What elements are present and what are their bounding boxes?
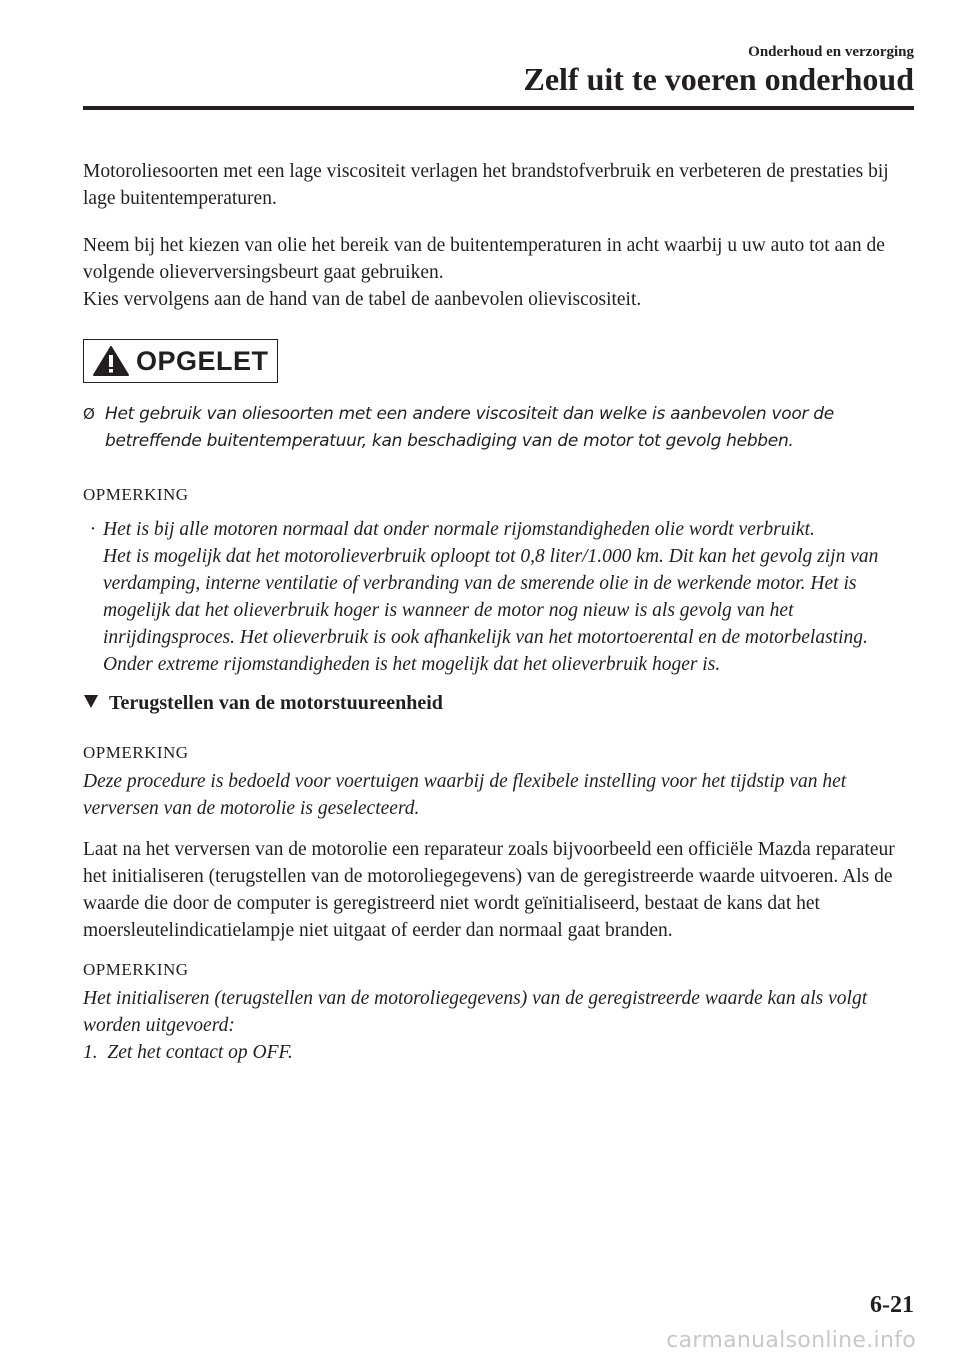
warning-icon: [92, 345, 130, 377]
paragraph-viscosity: Motoroliesoorten met een lage viscositeit verlagen het brandstofverbruik en verbeteren de prestaties bij lage buitentemperaturen.: [83, 161, 889, 209]
caution-bullet: Ø: [83, 405, 95, 423]
caution-item: [83, 401, 917, 455]
note-heading: OPMERKING: [83, 485, 189, 504]
page-title: Zelf uit te voeren onderhoud: [523, 61, 914, 97]
note-text: Deze procedure is bedoeld voor voertuigen waarbij de flexibele instelling voor het tijdstip van het verversen van de motorolie is geselecteerd.: [83, 771, 847, 819]
note-line-oil-consumption: Het is bij alle motoren normaal dat onder normale rijomstandigheden olie wordt verbruikt.: [103, 519, 815, 540]
page-number: 6-21: [870, 1292, 914, 1318]
note-text: Het initialiseren (terugstellen van de motoroliegegevens) van de geregistreerde waarde kan als volgt worden uitgevoerd:: [83, 988, 868, 1036]
paragraph-temperature-range: Neem bij het kiezen van olie het bereik van de buitentemperaturen in acht waarbij u uw auto tot aan de volgende olieverversingsbeurt gaat gebruiken.: [83, 235, 885, 283]
paragraph-choose-viscosity: Kies vervolgens aan de hand van de tabel de aanbevolen olieviscositeit.: [83, 289, 642, 310]
watermark: carmanualsonline.info: [666, 1328, 916, 1353]
note-heading: OPMERKING: [83, 960, 189, 979]
note-line-consumption-details: Het is mogelijk dat het motorolieverbruik oploopt tot 0,8 liter/1.000 km. Dit kan het gevolg zijn van verdamping, interne ventilatie of verbranding van de smerende olie in de werkende motor. Het is mogelijk dat het olieverbruik hoger is wanneer de motor nog nieuw is als gevolg van het inrijdingsproces. Het olieverbruik is ook afhankelijk van het motortoerental en de motorbelasting. Onder extreme rijomstandigheden is het mogelijk dat het olieverbruik hoger is.: [103, 546, 879, 675]
caution-text: Het gebruik van oliesoorten met een andere viscositeit dan welke is aanbevolen voor de betreffende buitentemperatuur, kan beschadiging van de motor tot gevolg hebben.: [105, 404, 834, 451]
section-title: Terugstellen van de motorstuureenheid: [109, 692, 443, 714]
header-rule: [83, 106, 914, 110]
main-content: [83, 158, 917, 1066]
note-step: 1. Zet het contact op OFF.: [83, 1042, 293, 1063]
caution-box: [83, 339, 278, 383]
section-heading: [83, 690, 917, 717]
note-bullet: ·: [89, 519, 97, 540]
header-section: Onderhoud en verzorging: [748, 44, 914, 60]
triangle-down-icon: [83, 690, 99, 717]
caution-label: OPGELET: [136, 345, 269, 376]
note-item: [83, 516, 917, 678]
paragraph-reset-instructions: Laat na het verversen van de motorolie een reparateur zoals bijvoorbeeld een officiële Mazda reparateur het initialiseren (terugstellen van de motoroliegegevens) van de geregistreerde waarde uitvoeren. Als de waarde die door de computer is geregistreerd niet wordt geïnitialiseerd, bestaat de kans dat het moersleutelindicatielampje niet uitgaat of eerder dan normaal gaat branden.: [83, 839, 895, 941]
note-heading: OPMERKING: [83, 743, 189, 762]
note-text: [103, 516, 917, 678]
